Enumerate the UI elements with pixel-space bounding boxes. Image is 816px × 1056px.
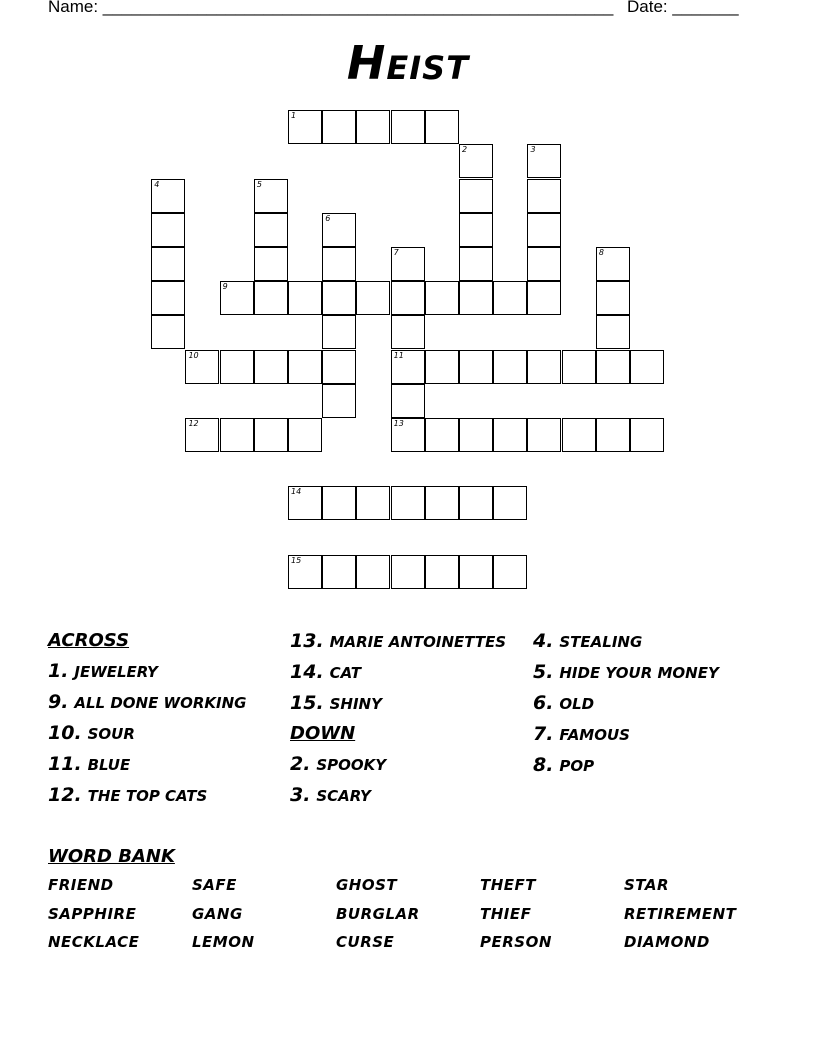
clue-number: 15. (290, 692, 324, 714)
crossword-cell[interactable] (288, 110, 322, 144)
crossword-cell[interactable] (391, 315, 425, 349)
clue-text: STEALING (559, 633, 643, 651)
crossword-cell[interactable] (527, 350, 561, 384)
crossword-cell[interactable] (322, 384, 356, 418)
crossword-cell[interactable] (322, 247, 356, 281)
clue-across-13 (290, 629, 520, 654)
crossword-cell[interactable] (391, 110, 425, 144)
clue-down-7 (533, 722, 763, 747)
cell-number: 4 (154, 179, 160, 189)
crossword-cell[interactable] (391, 247, 425, 281)
crossword-cell[interactable] (459, 350, 493, 384)
crossword-cell[interactable] (356, 281, 390, 315)
clue-down-3 (290, 783, 520, 808)
word-bank-item: GHOST (336, 876, 398, 894)
crossword-cell[interactable] (630, 418, 664, 452)
clue-number: 7. (533, 723, 554, 745)
clue-down-5 (533, 660, 763, 685)
clue-across-11 (48, 752, 278, 777)
crossword-cell[interactable] (596, 418, 630, 452)
crossword-cell[interactable] (493, 555, 527, 589)
clue-across-15 (290, 691, 520, 716)
clue-text: ALL DONE WORKING (74, 694, 247, 712)
word-bank-item: CURSE (336, 933, 395, 951)
word-bank-heading: WORD BANK (48, 846, 175, 867)
crossword-cell[interactable] (459, 555, 493, 589)
crossword-cell[interactable] (459, 486, 493, 520)
word-bank-item: NECKLACE (48, 933, 140, 951)
crossword-cell[interactable] (151, 213, 185, 247)
clue-across-10 (48, 721, 278, 746)
word-bank-item: PERSON (480, 933, 552, 951)
clue-text: SCARY (316, 787, 371, 805)
clue-number: 12. (48, 784, 82, 806)
crossword-cell[interactable] (151, 247, 185, 281)
crossword-cell[interactable] (630, 350, 664, 384)
cell-number: 2 (462, 145, 468, 155)
crossword-cell[interactable] (425, 418, 459, 452)
cell-number: 1 (291, 111, 297, 121)
crossword-cell[interactable] (527, 418, 561, 452)
clue-number: 10. (48, 722, 82, 744)
crossword-cell[interactable] (185, 350, 219, 384)
clue-number: 9. (48, 691, 69, 713)
crossword-cell[interactable] (596, 315, 630, 349)
clue-across-1 (48, 659, 278, 684)
crossword-cell[interactable] (288, 281, 322, 315)
clue-text: THE TOP CATS (87, 787, 208, 805)
cell-number: 15 (291, 555, 302, 565)
crossword-cell[interactable] (391, 418, 425, 452)
clue-across-14 (290, 660, 520, 685)
crossword-cell[interactable] (391, 486, 425, 520)
crossword-cell[interactable] (596, 281, 630, 315)
crossword-cell[interactable] (562, 350, 596, 384)
crossword-cell[interactable] (425, 555, 459, 589)
cell-number: 10 (188, 350, 199, 360)
crossword-cell[interactable] (493, 281, 527, 315)
crossword-cell[interactable] (288, 418, 322, 452)
crossword-cell[interactable] (425, 281, 459, 315)
clue-number: 8. (533, 754, 554, 776)
crossword-cell[interactable] (220, 281, 254, 315)
crossword-cell[interactable] (596, 247, 630, 281)
crossword-cell[interactable] (459, 213, 493, 247)
crossword-cell[interactable] (425, 110, 459, 144)
crossword-cell[interactable] (322, 110, 356, 144)
crossword-cell[interactable] (288, 350, 322, 384)
clue-text: MARIE ANTOINETTES (329, 633, 507, 651)
clue-down-4 (533, 629, 763, 654)
crossword-cell[interactable] (254, 179, 288, 213)
crossword-cell[interactable] (391, 555, 425, 589)
cell-number: 13 (393, 419, 404, 429)
clues-column-3 (533, 629, 763, 784)
crossword-cell[interactable] (254, 213, 288, 247)
word-bank-item: DIAMOND (624, 933, 710, 951)
word-bank-item: BURGLAR (336, 905, 420, 923)
clue-number: 2. (290, 753, 311, 775)
crossword-cell[interactable] (527, 281, 561, 315)
clue-text: CAT (329, 664, 362, 682)
crossword-cell[interactable] (151, 179, 185, 213)
clue-number: 5. (533, 661, 554, 683)
cell-number: 3 (530, 145, 536, 155)
crossword-cell[interactable] (459, 179, 493, 213)
clue-text: FAMOUS (559, 726, 630, 744)
clue-number: 4. (533, 630, 554, 652)
crossword-cell[interactable] (527, 213, 561, 247)
crossword-cell[interactable] (322, 486, 356, 520)
crossword-cell[interactable] (493, 418, 527, 452)
crossword-cell[interactable] (356, 555, 390, 589)
crossword-cell[interactable] (254, 350, 288, 384)
clue-text: JEWELERY (74, 663, 158, 681)
crossword-cell[interactable] (459, 418, 493, 452)
crossword-cell[interactable] (254, 247, 288, 281)
clue-number: 14. (290, 661, 324, 683)
crossword-cell[interactable] (596, 350, 630, 384)
cell-number: 9 (222, 282, 228, 292)
cell-number: 11 (393, 350, 404, 360)
clue-across-9 (48, 690, 278, 715)
clues-column-2 (290, 629, 520, 814)
clue-number: 3. (290, 784, 311, 806)
crossword-cell[interactable] (425, 350, 459, 384)
cell-number: 12 (188, 419, 199, 429)
word-bank-item: GANG (192, 905, 243, 923)
crossword-cell[interactable] (288, 486, 322, 520)
crossword-cell[interactable] (322, 315, 356, 349)
clue-number: 1. (48, 660, 69, 682)
word-bank-item: THEFT (480, 876, 537, 894)
word-bank-item: STAR (624, 876, 670, 894)
crossword-cell[interactable] (322, 281, 356, 315)
word-bank-item: SAPPHIRE (48, 905, 137, 923)
cell-number: 14 (291, 487, 302, 497)
crossword-cell[interactable] (391, 384, 425, 418)
crossword-cell[interactable] (527, 179, 561, 213)
crossword-cell[interactable] (391, 350, 425, 384)
crossword-cell[interactable] (527, 247, 561, 281)
cell-number: 5 (256, 179, 262, 189)
crossword-cell[interactable] (254, 281, 288, 315)
clue-text: HIDE YOUR MONEY (559, 664, 719, 682)
crossword-cell[interactable] (356, 486, 390, 520)
clue-down-6 (533, 691, 763, 716)
crossword-cell[interactable] (493, 350, 527, 384)
clues-column-1 (48, 629, 278, 814)
clue-number: 11. (48, 753, 82, 775)
crossword-cell[interactable] (185, 418, 219, 452)
across-heading: ACROSS (48, 630, 130, 651)
word-bank-item: SAFE (192, 876, 237, 894)
cell-number: 6 (325, 213, 331, 223)
crossword-cell[interactable] (356, 110, 390, 144)
word-bank-item: THIEF (480, 905, 532, 923)
clue-text: SHINY (329, 695, 382, 713)
clue-down-2 (290, 752, 520, 777)
crossword-cell[interactable] (459, 281, 493, 315)
crossword-cell[interactable] (459, 144, 493, 178)
clue-number: 13. (290, 630, 324, 652)
word-bank-item: LEMON (192, 933, 255, 951)
clue-text: SPOOKY (316, 756, 387, 774)
crossword-cell[interactable] (322, 350, 356, 384)
crossword-cell[interactable] (391, 281, 425, 315)
crossword-cell[interactable] (322, 213, 356, 247)
word-bank-item: FRIEND (48, 876, 114, 894)
clue-text: OLD (559, 695, 595, 713)
down-heading: DOWN (290, 723, 356, 744)
name-field-label: Name: ______________________________________________________ (48, 0, 614, 16)
page-title: Heist (346, 36, 470, 90)
cell-number: 7 (393, 248, 399, 258)
crossword-cell[interactable] (493, 486, 527, 520)
crossword-cell[interactable] (151, 315, 185, 349)
crossword-cell[interactable] (425, 486, 459, 520)
clue-down-8 (533, 753, 763, 778)
crossword-cell[interactable] (220, 350, 254, 384)
crossword-cell[interactable] (527, 144, 561, 178)
crossword-cell[interactable] (459, 247, 493, 281)
crossword-cell[interactable] (288, 555, 322, 589)
clue-number: 6. (533, 692, 554, 714)
crossword-cell[interactable] (254, 418, 288, 452)
clue-across-12 (48, 783, 278, 808)
date-field-label: Date: _______ (627, 0, 739, 16)
crossword-cell[interactable] (562, 418, 596, 452)
word-bank-item: RETIREMENT (624, 905, 737, 923)
clue-text: POP (559, 757, 595, 775)
crossword-cell[interactable] (220, 418, 254, 452)
crossword-cell[interactable] (151, 281, 185, 315)
clue-text: SOUR (87, 725, 135, 743)
crossword-cell[interactable] (322, 555, 356, 589)
clue-text: BLUE (87, 756, 131, 774)
cell-number: 8 (598, 248, 604, 258)
